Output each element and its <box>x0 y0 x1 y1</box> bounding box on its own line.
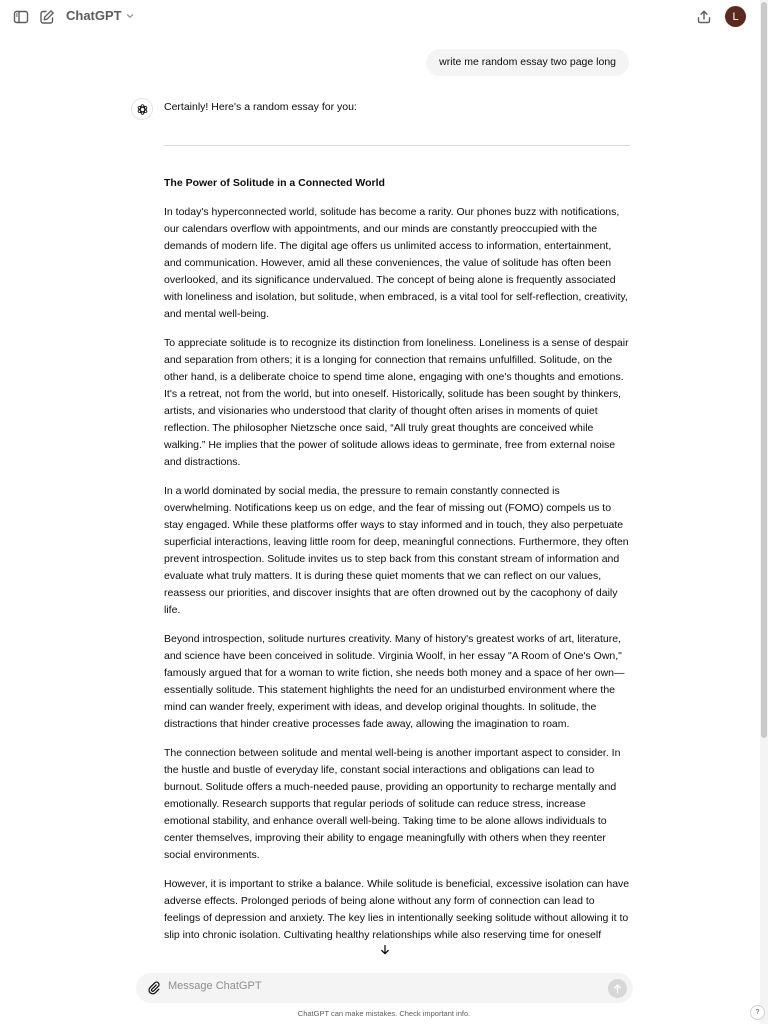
scrollbar-thumb[interactable] <box>761 2 767 738</box>
assistant-message <box>164 99 630 956</box>
arrow-down-icon <box>379 944 391 956</box>
essay-paragraph: To appreciate solitude is to recognize its distinction from loneliness. Loneliness is a sense of despair and separation from others; it is a longing for connection that remains unfulfilled. Solitude, on the other hand, is a deliberate choice to spend time alone, engaging with one's thoughts and emotions. It's a retreat, not from the world, but into oneself. Historically, solitude has been sought by thinkers, artists, and visionaries who understood that clarity of thought often arises in moments of quiet reflection. The philosopher Nietzsche once said, “All truly great thoughts are conceived while walking.” He implies that the power of solitude allows ideas to germinate, free from external noise and distractions. <box>164 337 629 468</box>
openai-logo-icon <box>136 103 149 116</box>
help-button[interactable]: ? <box>750 1005 765 1020</box>
composer <box>136 973 633 1003</box>
top-bar <box>0 0 760 34</box>
avatar[interactable] <box>725 6 746 27</box>
essay-paragraph: In today's hyperconnected world, solitude has become a rarity. Our phones buzz with notifications, our calendars overflow with appointments, and our minds are constantly preoccupied with the demands of modern life. The digital age offers us unlimited access to information, entertainment, and communication. However, amid all these conveniences, the value of solitude has often been overlooked, and its significance undervalued. The concept of being alone is frequently associated with loneliness and isolation, but solitude, when embraced, is a vital tool for self-reflection, creativity, and mental well-being. <box>164 206 628 320</box>
avatar-initial: L <box>732 10 739 23</box>
essay-title: The Power of Solitude in a Connected World <box>164 177 385 189</box>
message-input[interactable] <box>168 980 598 992</box>
model-selector[interactable] <box>66 8 134 23</box>
assistant-avatar <box>131 98 153 120</box>
new-chat-button[interactable] <box>37 7 57 27</box>
sidebar-toggle-icon <box>13 9 29 25</box>
assistant-intro: Certainly! Here's a random essay for you: <box>164 101 357 113</box>
essay-paragraph: Beyond introspection, solitude nurtures creativity. Many of history's greatest works of art, literature, and science have been conceived in solitude. Virginia Woolf, in her essay "A Room of One's Own," famously argued that for a woman to write fiction, she needs both money and a space of her own—essentially solitude. This statement highlights the need for an undisturbed environment where the mind can wander freely, experiment with ideas, and develop original thoughts. In solitude, the distractions that hinder creative processes fade away, allowing the imagination to roam. <box>164 633 625 730</box>
divider <box>164 145 630 146</box>
scroll-to-bottom-button[interactable] <box>377 942 393 958</box>
essay-paragraph: In a world dominated by social media, the pressure to remain constantly connected is overwhelming. Notifications keep us on edge, and the fear of missing out (FOMO) compels us to stay engaged. While these platforms offer ways to stay informed and in touch, they also perpetuate superficial interactions, leaving little room for deep, meaningful connections. Furthermore, they often prevent introspection. Solitude invites us to step back from this constant stream of information and evaluate what truly matters. It is during these quiet moments that we can reflect on our values, reassess our priorities, and discover insights that are often drowned out by the cacophony of daily life. <box>164 485 629 616</box>
arrow-up-icon <box>612 983 623 994</box>
essay-paragraph: The connection between solitude and mental well-being is another important aspect to consider. In the hustle and bustle of everyday life, constant social interactions and obligations can lead to burnout. Solitude offers a much-needed pause, providing an opportunity to recharge mentally and emotionally. Research supports that regular periods of solitude can reduce stress, increase emotional stability, and enhance overall well-being. Taking time to be alone allows individuals to center themselves, improving their ability to engage meaningfully with others when they reenter social environments. <box>164 747 621 861</box>
send-button[interactable] <box>608 979 627 998</box>
new-chat-icon <box>39 9 55 25</box>
paperclip-icon <box>147 981 161 995</box>
user-message: write me random essay two page long <box>426 49 629 76</box>
share-button[interactable] <box>694 7 714 27</box>
disclaimer: ChatGPT can make mistakes. Check important info. <box>297 1009 471 1018</box>
model-label: ChatGPT <box>66 8 122 23</box>
attach-button[interactable] <box>145 979 163 997</box>
essay-paragraph: However, it is important to strike a balance. While solitude is beneficial, excessive isolation can have adverse effects. Prolonged periods of being alone without any form of connection can lead to feelings of depression and anxiety. The key lies in intentionally seeking solitude without allowing it to slip into chronic isolation. Cultivating healthy relationships while also reserving time for oneself <box>164 878 630 941</box>
share-icon <box>696 9 712 25</box>
sidebar-toggle-button[interactable] <box>11 7 31 27</box>
chevron-down-icon <box>126 12 134 20</box>
